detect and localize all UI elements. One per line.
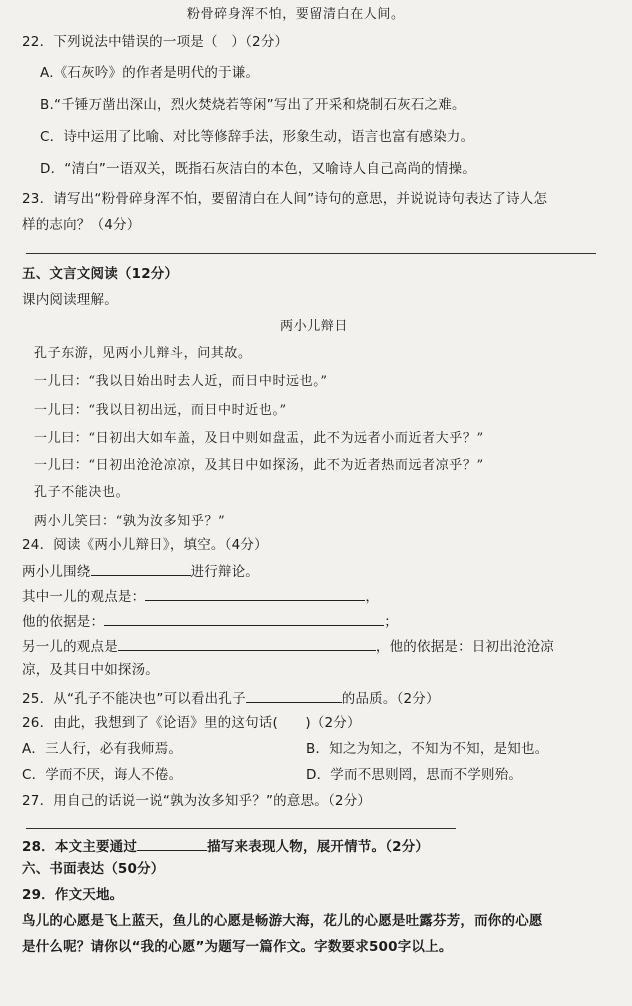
q26-stem: 26．由此，我想到了《论语》里的这句话( )（2分）: [22, 715, 361, 731]
q22-option-a: A.《石灰吟》的作者是明代的于谦。: [40, 65, 260, 81]
q24-line3: [22, 611, 398, 631]
q25-prefix: 25．从“孔子不能决也”可以看出孔子: [22, 691, 246, 707]
q29-stem: 29．作文天地。: [22, 887, 124, 903]
passage-line: 一儿曰：“日初出沧沧凉凉，及其日中如探汤，此不为近者热而远者凉乎？”: [34, 458, 484, 473]
passage-line: 一儿曰：“日初出大如车盖，及日中则如盘盂，此不为远者小而近者大乎？”: [34, 431, 484, 446]
q27-stem: 27．用自己的话说一说“孰为汝多知乎？”的意思。（2分）: [22, 793, 372, 809]
q25: [22, 688, 440, 708]
q23-answer-line[interactable]: [26, 253, 596, 254]
poem-last-line: 粉骨碎身浑不怕，要留清白在人间。: [187, 7, 405, 22]
q27-answer-line[interactable]: [26, 828, 456, 829]
passage-title: 两小儿辩日: [280, 319, 349, 334]
q26-option-b: B．知之为知之，不知为不知，是知也。: [306, 741, 549, 757]
q24-l4-prefix: 另一儿的观点是: [22, 639, 118, 655]
q24-line4: [22, 636, 554, 656]
q25-blank[interactable]: [246, 688, 342, 703]
q24-l2-suffix: ，: [365, 589, 380, 605]
q25-suffix: 的品质。（2分）: [341, 691, 440, 707]
q24-l1-prefix: 两小儿围绕: [22, 564, 91, 580]
q29-prompt-line2: 是什么呢？请你以“我的心愿”为题写一篇作文。字数要求500字以上。: [22, 939, 453, 955]
q28-suffix: 描写来表现人物，展开情节。（2分）: [207, 839, 430, 855]
section5-title: 五、文言文阅读（12分）: [22, 266, 179, 282]
q24-l1-suffix: 进行辩论。: [190, 564, 259, 580]
q24-stem: 24．阅读《两小儿辩日》，填空。（4分）: [22, 537, 268, 553]
q24-blank-view2[interactable]: [118, 636, 376, 651]
passage-line: 一儿曰：“我以日初出远，而日中时近也。”: [34, 403, 287, 418]
q24-blank-basis1[interactable]: [104, 611, 384, 626]
q24-line5: 凉，及其日中如探汤。: [22, 662, 159, 678]
q24-line1: [22, 561, 259, 581]
q28-blank[interactable]: [137, 836, 207, 851]
q29-prompt-line1: 鸟儿的心愿是飞上蓝天，鱼儿的心愿是畅游大海，花儿的心愿是吐露芬芳，而你的心愿: [22, 913, 543, 929]
q26-option-c: C．学而不厌，诲人不倦。: [22, 767, 183, 783]
q26-option-d: D．学而不思则罔，思而不学则殆。: [306, 767, 523, 783]
q22-option-b: B.“千锤万凿出深山，烈火焚烧若等闲”写出了开采和烧制石灰石之难。: [40, 97, 466, 113]
q28-prefix: 28．本文主要通过: [22, 839, 138, 855]
passage-line: 一儿曰：“我以日始出时去人近，而日中时远也。”: [34, 374, 328, 389]
q24-line2: [22, 586, 379, 606]
q24-l2-prefix: 其中一儿的观点是：: [22, 589, 146, 605]
q22-stem: 22．下列说法中错误的一项是（ ）（2分）: [22, 34, 289, 50]
q24-blank-topic[interactable]: [91, 561, 191, 576]
section5-intro: 课内阅读理解。: [22, 292, 118, 308]
passage-line: 孔子不能决也。: [34, 485, 130, 500]
q24-blank-view1[interactable]: [145, 586, 365, 601]
q22-option-c: C．诗中运用了比喻、对比等修辞手法，形象生动，语言也富有感染力。: [40, 129, 475, 145]
passage-line: 孔子东游，见两小儿辩斗，问其故。: [34, 346, 252, 361]
q28: [22, 836, 429, 856]
q24-l4-suffix: ，他的依据是：日初出沧沧凉: [375, 639, 555, 655]
q24-l3-prefix: 他的依据是：: [22, 614, 105, 630]
passage-line: 两小儿笑曰：“孰为汝多知乎？”: [34, 514, 226, 529]
q23-stem-line1: 23．请写出“粉骨碎身浑不怕，要留清白在人间”诗句的意思，并说说诗句表达了诗人怎: [22, 191, 548, 207]
q26-option-a: A．三人行，必有我师焉。: [22, 741, 183, 757]
q22-option-d: D．“清白”一语双关，既指石灰洁白的本色，又喻诗人自己高尚的情操。: [40, 161, 476, 177]
q23-stem-line2: 样的志向？（4分）: [22, 217, 141, 233]
section6-title: 六、书面表达（50分）: [22, 861, 165, 877]
q24-l3-suffix: ；: [384, 614, 398, 630]
